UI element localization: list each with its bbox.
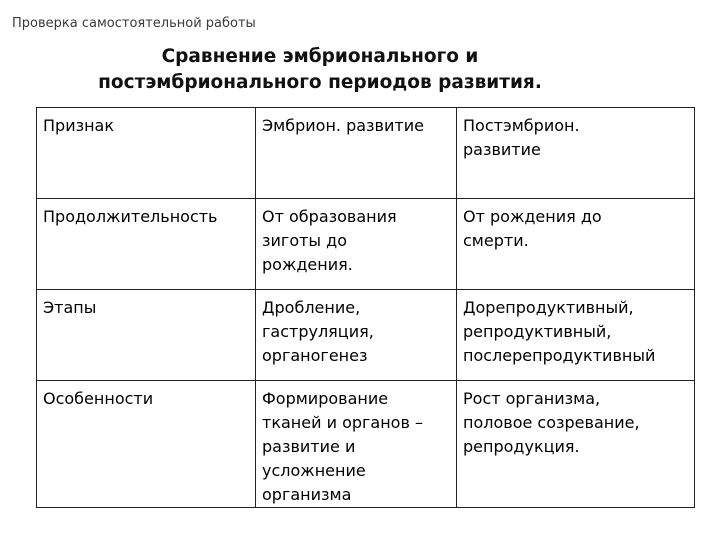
table-cell — [457, 381, 695, 508]
cell-text: Формирование тканей и органов – развитие и усложнение организма — [262, 389, 423, 504]
comparison-table — [36, 107, 695, 508]
title-line-1: Сравнение эмбрионального и — [161, 46, 479, 67]
cell-text: От рождения до смерти. — [463, 207, 602, 250]
table-cell — [256, 199, 457, 290]
header-cell-text: Постэмбрион. развитие — [463, 116, 580, 159]
cell-text: От образования зиготы до рождения. — [262, 207, 397, 274]
title-line-2: постэмбрионального периодов развития. — [98, 72, 542, 93]
table-header-row — [37, 108, 695, 199]
cell-text: Этапы — [43, 298, 97, 317]
table-cell — [37, 199, 256, 290]
header-cell-text: Признак — [43, 116, 115, 135]
cell-text: Дробление, гаструляция, органогенез — [262, 298, 374, 365]
cell-text: Продолжительность — [43, 207, 218, 226]
table-cell — [37, 290, 256, 381]
table-cell — [457, 290, 695, 381]
table-row — [37, 381, 695, 508]
table-cell — [256, 381, 457, 508]
header-cell-embryonic — [256, 108, 457, 199]
cell-text: Дорепродуктивный, репродуктивный, послерепродуктивный — [463, 298, 656, 365]
cell-text: Рост организма, половое созревание, репродукция. — [463, 389, 640, 456]
table-row — [37, 199, 695, 290]
header-cell-feature — [37, 108, 256, 199]
table-row — [37, 290, 695, 381]
header-label: Проверка самостоятельной работы — [12, 16, 256, 31]
table-cell — [457, 199, 695, 290]
cell-text: Особенности — [43, 389, 154, 408]
header-cell-text: Эмбрион. развитие — [262, 116, 424, 135]
table-cell — [37, 381, 256, 508]
slide-title — [70, 44, 570, 96]
table-cell — [256, 290, 457, 381]
header-cell-postembryonic — [457, 108, 695, 199]
